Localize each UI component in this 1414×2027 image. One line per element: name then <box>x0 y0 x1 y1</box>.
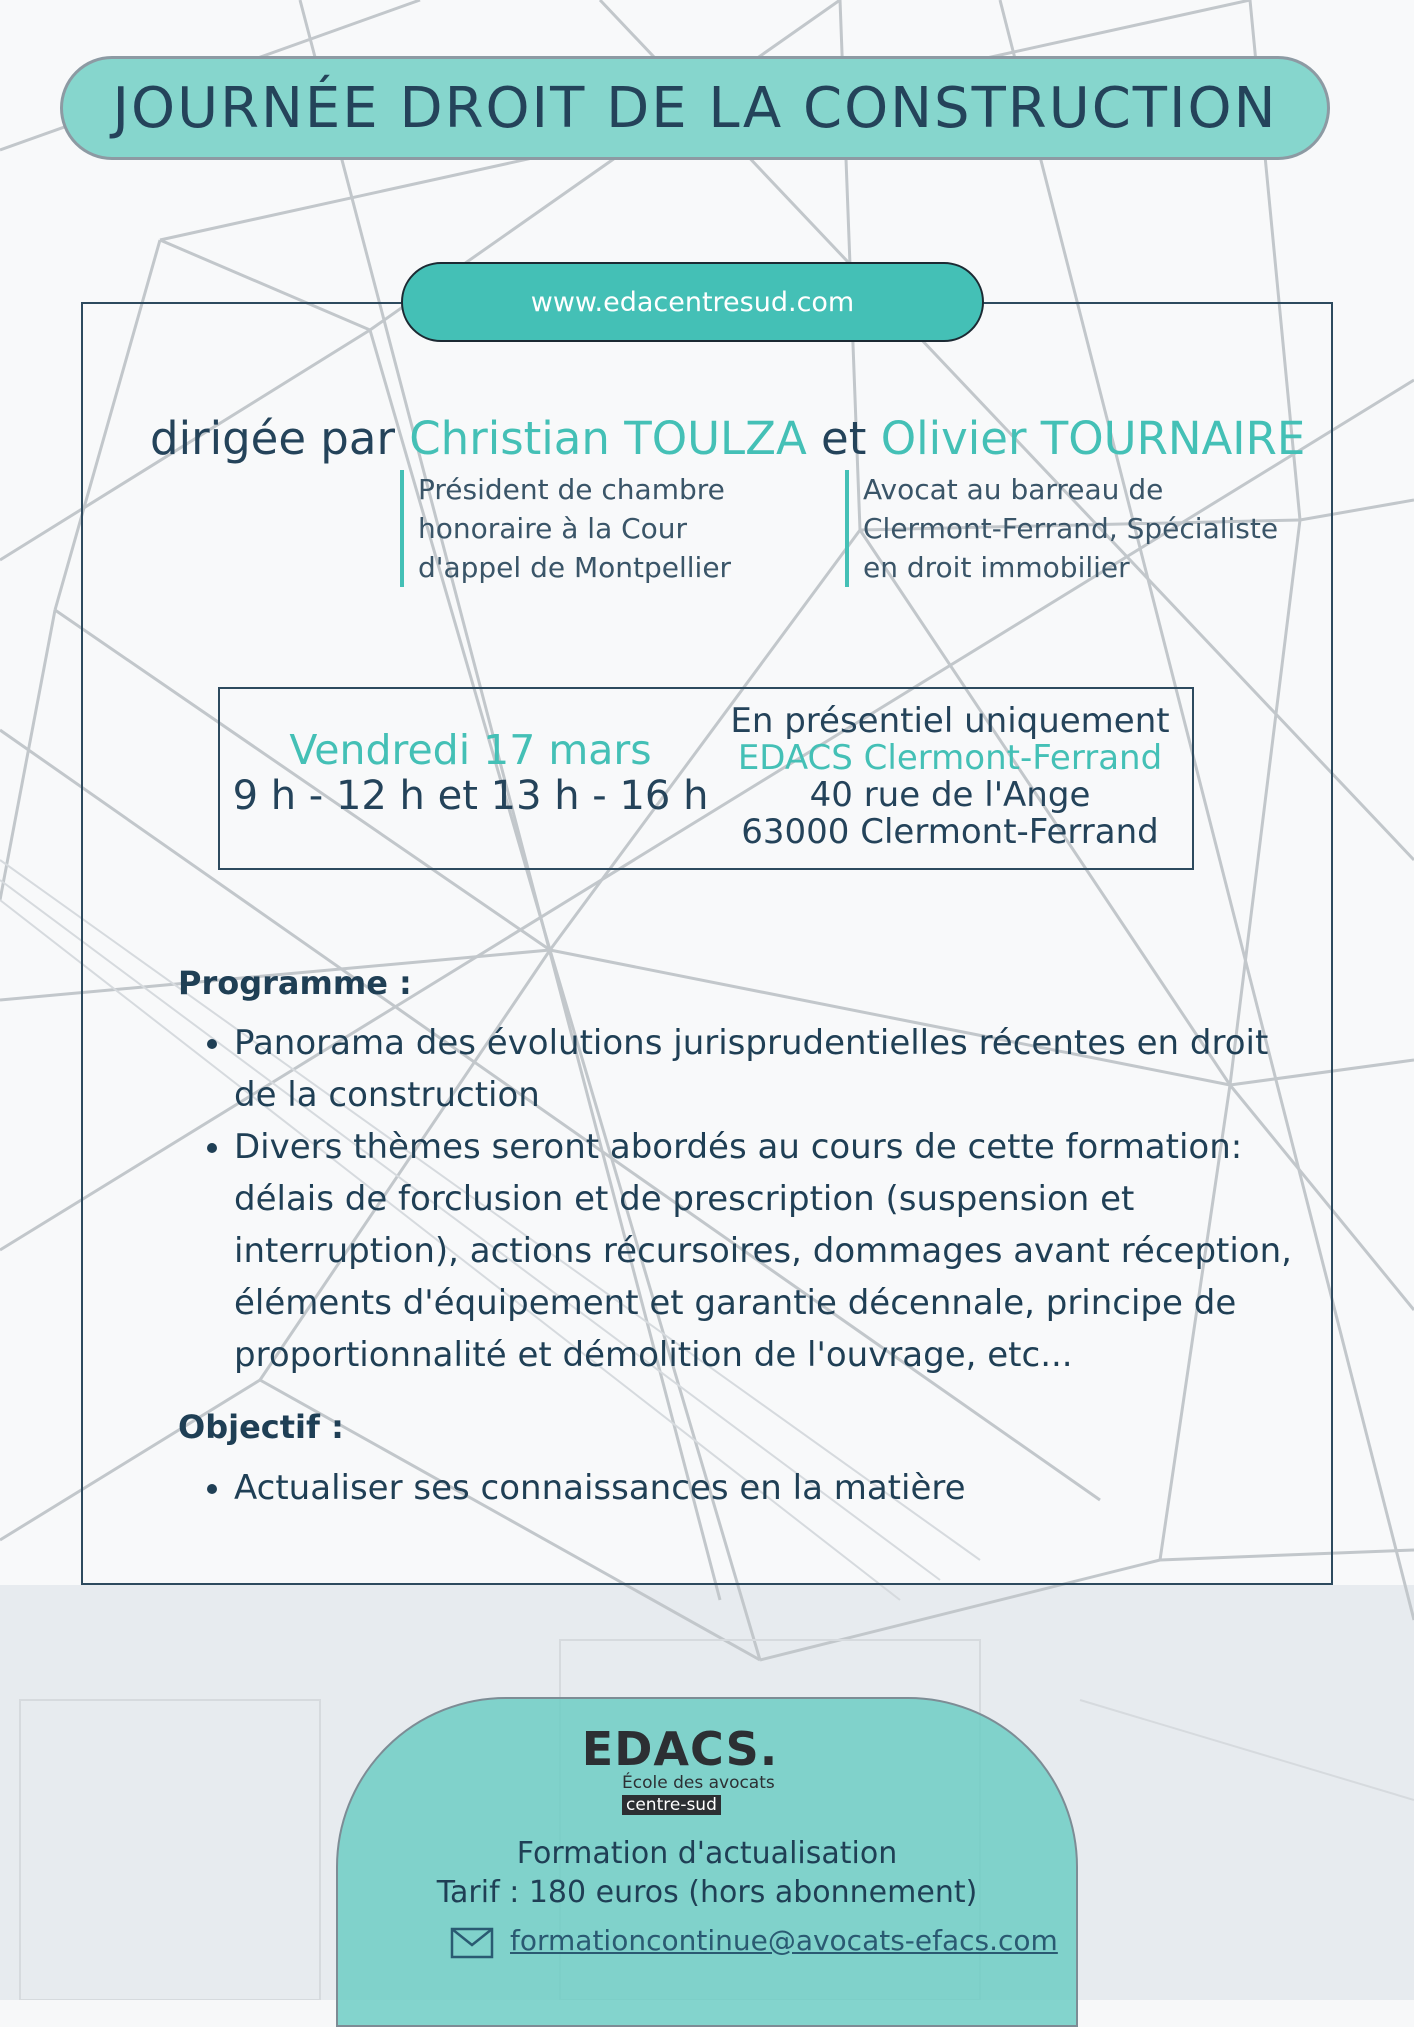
training-type: Formation d'actualisation <box>516 1836 898 1871</box>
bio-line: Président de chambre <box>418 473 725 506</box>
event-street: 40 rue de l'Ange <box>809 775 1091 815</box>
bio-line: d'appel de Montpellier <box>418 551 732 584</box>
event-venue: EDACS Clermont-Ferrand <box>737 738 1163 778</box>
director-1-bio <box>400 470 731 587</box>
logo-tag: centre-sud <box>622 1795 721 1815</box>
logo-subtitle: École des avocats <box>622 1773 775 1793</box>
list-item: • Divers thèmes seront abordés au cours de cette formation: délais de forclusion et de prescription (suspension et interruption), actions récursoires, dommages avant réception, éléments d'équipement et garantie décennale, principe de proportionnalité et démolition de l'ouvrage, etc... <box>234 1121 1314 1381</box>
bio-line: honoraire à la Cour <box>418 512 688 545</box>
objective-heading: Objectif : <box>178 1408 344 1446</box>
website-badge[interactable] <box>401 262 984 342</box>
director-1-name: Christian TOULZA <box>409 412 807 465</box>
bio-line: Clermont-Ferrand, Spécialiste <box>863 512 1279 545</box>
event-hours: 9 h - 12 h et 13 h - 16 h <box>232 773 709 819</box>
event-mode: En présentiel uniquement <box>730 701 1170 741</box>
event-city: 63000 Clermont-Ferrand <box>741 812 1159 852</box>
email-link[interactable]: formationcontinue@avocats-efacs.com <box>510 1924 1058 1957</box>
edacs-logo: EDACS. <box>581 1722 779 1776</box>
list-item: • Panorama des évolutions jurisprudentielles récentes en droit de la construction <box>234 1017 1314 1121</box>
director-2-name: Olivier TOURNAIRE <box>880 412 1306 465</box>
direction-line <box>150 412 1306 465</box>
event-date: Vendredi 17 mars <box>289 726 652 774</box>
direction-connector: et <box>821 412 867 465</box>
title-banner <box>60 56 1330 160</box>
objective-list <box>178 1462 1314 1514</box>
bio-line: Avocat au barreau de <box>863 473 1164 506</box>
mail-icon <box>450 1927 494 1959</box>
bio-line: en droit immobilier <box>863 551 1130 584</box>
program-list <box>178 1017 1314 1381</box>
page-title: JOURNÉE DROIT DE LA CONSTRUCTION <box>112 75 1278 141</box>
training-price: Tarif : 180 euros (hors abonnement) <box>436 1875 978 1910</box>
list-item: • Actualiser ses connaissances en la matière <box>234 1462 1314 1514</box>
direction-prefix: dirigée par <box>150 412 395 465</box>
program-heading: Programme : <box>178 964 412 1002</box>
director-2-bio <box>845 470 1278 587</box>
website-link[interactable]: www.edacentresud.com <box>530 286 855 318</box>
